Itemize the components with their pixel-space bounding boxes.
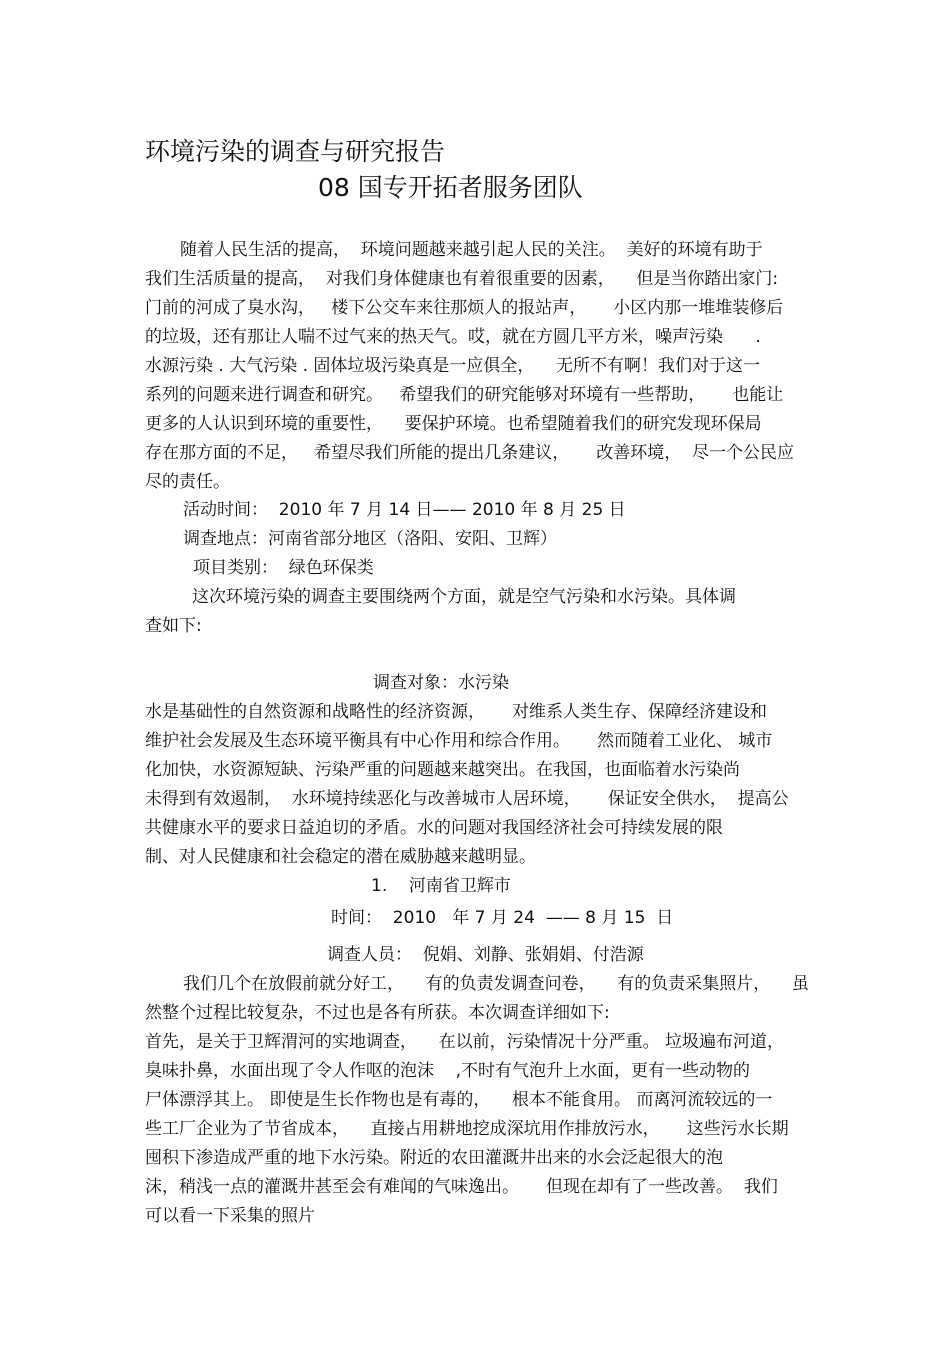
- intro-line: 更多的人认识到环境的重要性， 要保护环境。也希望随着我们的研究发现环保局: [145, 414, 762, 434]
- intro-line: 的垃圾，还有那让人喘不过气来的热天气。哎，就在方圆几平方米，噪声污染 .: [145, 327, 761, 347]
- water-line: 化加快，水资源短缺、污染严重的问题越来越突出。在我国，也面临着水污染尚: [145, 760, 740, 780]
- section-1-line: 可以看一下采集的照片: [145, 1206, 315, 1226]
- section-1-line: 些工厂企业为了节省成本， 直接占用耕地挖成深坑用作排放污水， 这些污水长期: [145, 1119, 789, 1139]
- intro-line: 我们生活质量的提高， 对我们身体健康也有着很重要的因素， 但是当你踏出家门:: [145, 269, 779, 289]
- water-line: 制、对人民健康和社会稳定的潜在威胁越来越明显。: [145, 847, 536, 867]
- water-line: 共健康水平的要求日益迫切的矛盾。水的问题对我国经济社会可持续发展的限: [145, 818, 723, 838]
- intro-line: 系列的问题来进行调查和研究。 希望我们的研究能够对环境有一些帮助， 也能让: [145, 385, 784, 405]
- section-1-line: 沫，稍浅一点的灌溉井甚至会有难闻的气味逸出。 但现在却有了一些改善。 我们: [145, 1177, 778, 1197]
- water-heading: 调查对象：水污染: [373, 673, 509, 693]
- section-1-line: 囤积下渗造成严重的地下水污染。附近的农田灌溉井出来的水会泛起很大的泡: [145, 1148, 723, 1168]
- section-1-staff: 调查人员： 倪娟、刘静、张娟娟、付浩源: [327, 945, 644, 965]
- intro-line: 门前的河成了臭水沟， 楼下公交车来往那烦人的报站声， 小区内那一堆堆装修后: [145, 298, 784, 318]
- survey-location: 调查地点：河南省部分地区（洛阳、安阳、卫辉）: [183, 529, 557, 549]
- section-1-time: 时间： 2010 年 7 月 24 —— 8 月 15 日: [331, 908, 674, 928]
- section-1-heading: 1. 河南省卫辉市: [371, 876, 511, 896]
- intro-line: 存在那方面的不足， 希望尽我们所能的提出几条建议， 改善环境， 尽一个公民应: [145, 443, 795, 463]
- water-line: 未得到有效遏制， 水环境持续恶化与改善城市人居环境， 保证安全供水， 提高公: [145, 789, 789, 809]
- intro-line: 水源污染 . 大气污染 . 固体垃圾污染真是一应俱全， 无所不有啊！我们对于这一: [145, 356, 761, 376]
- report-title: 环境污染的调查与研究报告: [145, 137, 446, 166]
- section-1-line: 我们几个在放假前就分好工， 有的负责发调查问卷， 有的负责采集照片， 虽: [183, 974, 809, 994]
- section-1-line: 臭味扑鼻，水面出现了令人作呕的泡沫 ,不时有气泡升上水面，更有一些动物的: [145, 1061, 751, 1081]
- project-category: 项目类别： 绿色环保类: [193, 558, 374, 578]
- section-1-line: 然整个过程比较复杂，不过也是各有所获。本次调查详细如下:: [145, 1003, 610, 1023]
- water-line: 维护社会发展及生态环境平衡具有中心作用和综合作用。 然而随着工业化、 城市: [145, 731, 773, 751]
- section-1-line: 尸体漂浮其上。 即使是生长作物也是有毒的， 根本不能食用。 而离河流较远的一: [145, 1090, 773, 1110]
- water-line: 水是基础性的自然资源和战略性的经济资源， 对维系人类生存、保障经济建设和: [145, 702, 768, 722]
- intro-line: 随着人民生活的提高， 环境问题越来越引起人民的关注。 美好的环境有助于: [180, 240, 763, 260]
- activity-time: 活动时间： 2010 年 7 月 14 日—— 2010 年 8 月 25 日: [183, 500, 626, 520]
- intro-line: 尽的责任。: [145, 472, 230, 492]
- section-1-line: 首先，是关于卫辉渭河的实地调查， 在以前，污染情况十分严重。 垃圾遍布河道，: [145, 1032, 785, 1052]
- survey-scope-line: 这次环境污染的调查主要围绕两个方面，就是空气污染和水污染。具体调: [192, 587, 736, 607]
- report-subtitle: 08 国专开拓者服务团队: [318, 173, 583, 202]
- survey-scope-line: 查如下:: [145, 616, 202, 636]
